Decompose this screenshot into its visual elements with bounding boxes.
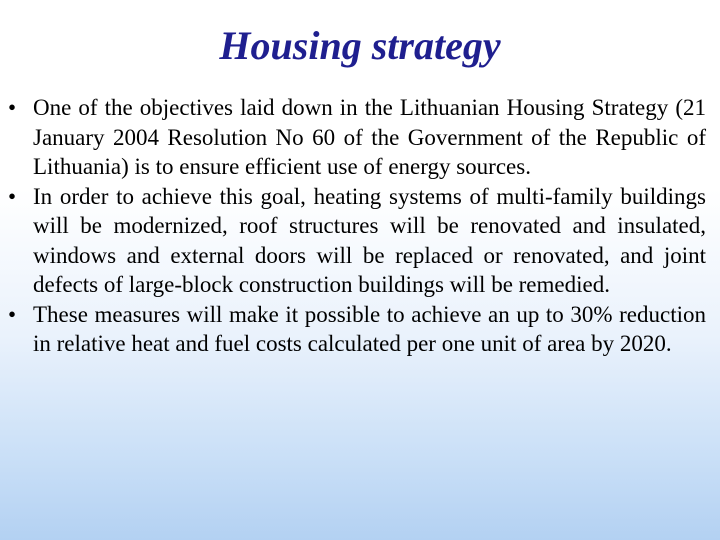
bullet-item — [0, 182, 720, 300]
slide-title: Housing strategy — [219, 23, 501, 68]
bullet-text: In order to achieve this goal, heating systems of multi-family buildings will be modernized, roof structures will be renovated and insulated, windows and external doors will be replaced or renovated, and joint defects of large-block construction buildings will be remedied. — [33, 183, 706, 297]
bullet-icon: • — [8, 183, 17, 209]
bullet-text: These measures will make it possible to achieve an up to 30% reduction in relative heat and fuel costs calculated per one unit of area by 2020. — [33, 301, 706, 356]
bullet-icon: • — [8, 95, 17, 120]
bullet-item — [0, 300, 720, 359]
bullet-icon: • — [8, 301, 17, 327]
bullet-list — [0, 93, 720, 359]
bullet-text: One of the objectives laid down in the Lithuanian Housing Strategy (21 January 2004 Resolution No 60 of the Government of the Republic of Lithuania) is to ensure efficient use of energy sources. — [33, 95, 706, 179]
bullet-item — [0, 93, 720, 182]
